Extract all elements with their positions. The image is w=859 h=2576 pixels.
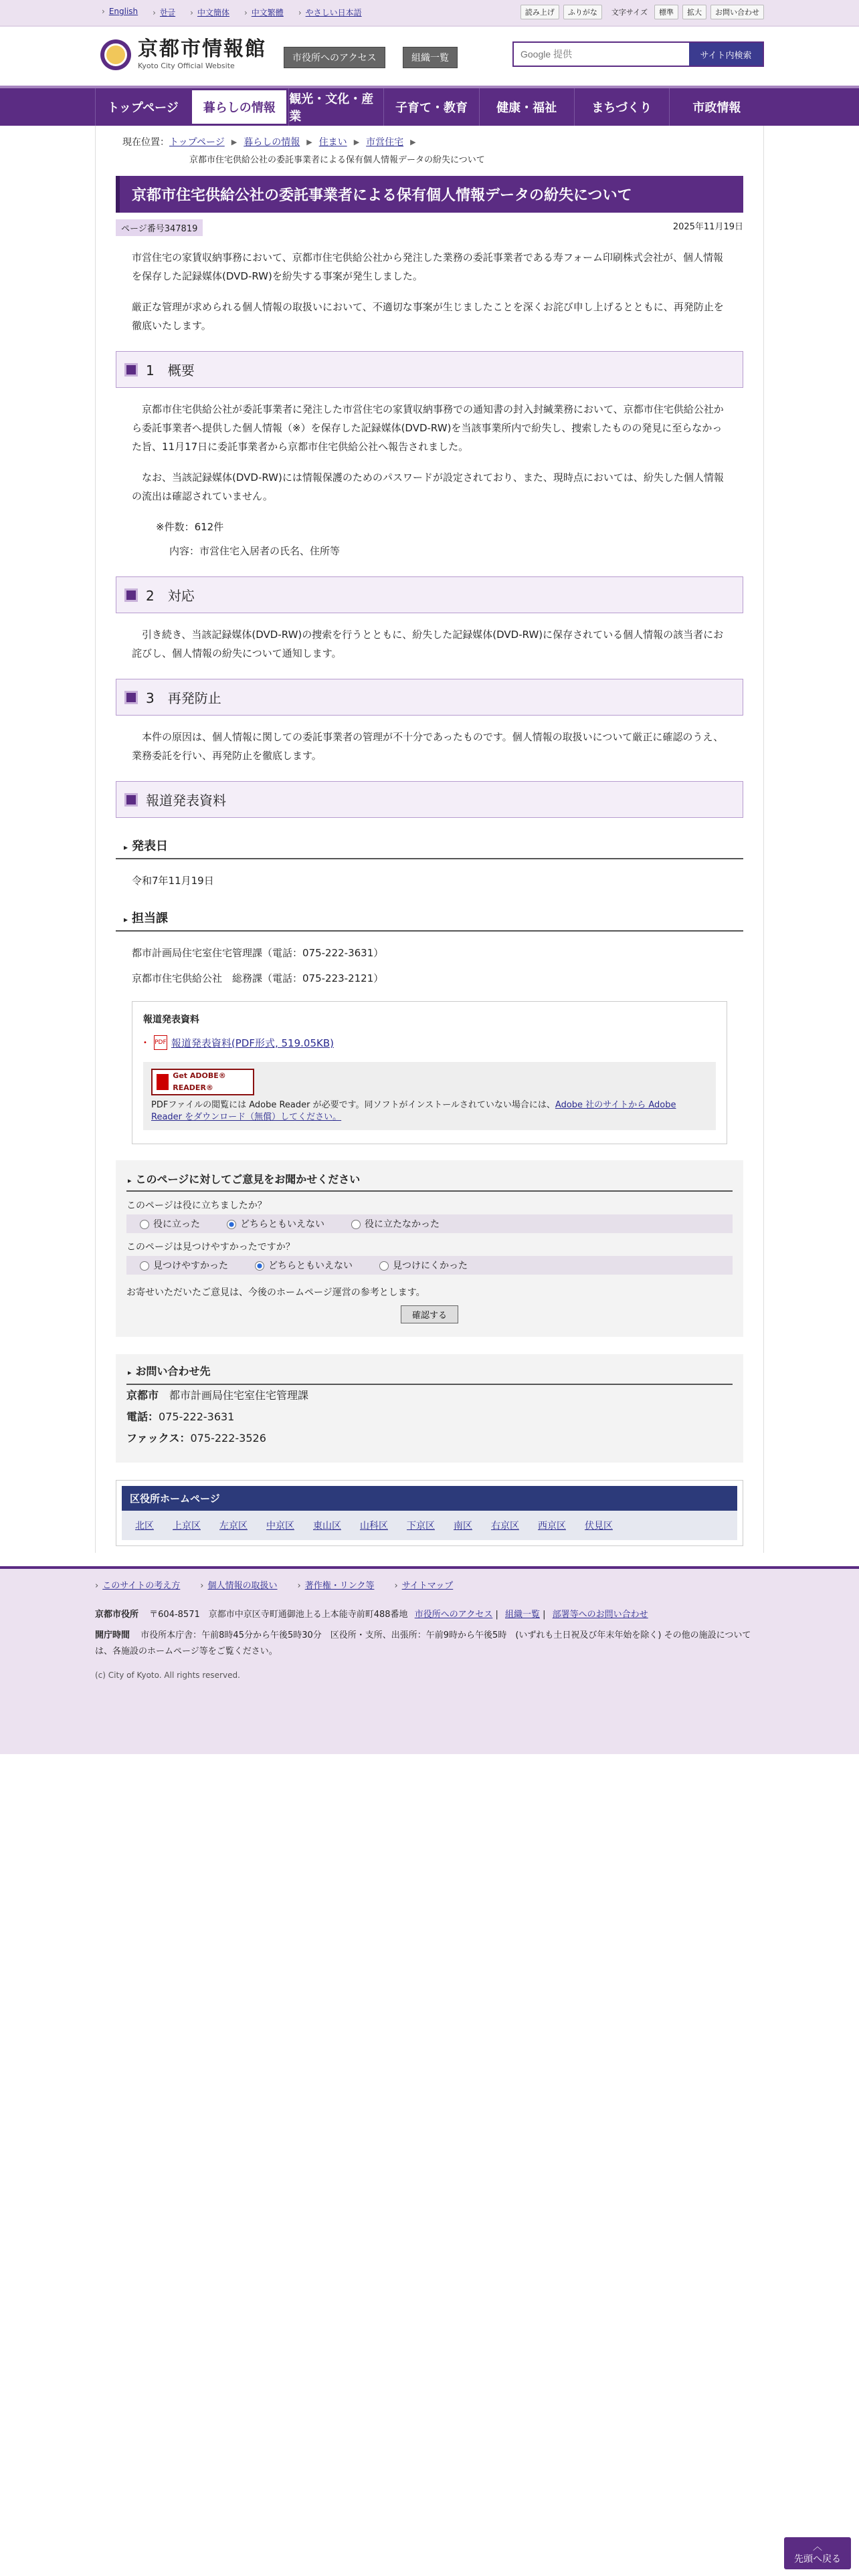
- feedback-title: ▸ このページに対してご意見をお聞かせください: [126, 1167, 733, 1192]
- subheading-department: ▸ 担当課: [116, 905, 743, 932]
- attachment-title: 報道発表資料: [143, 1014, 199, 1025]
- ward-link-kita[interactable]: 北区: [135, 1521, 154, 1531]
- nav-childcare[interactable]: 子育て・教育: [383, 88, 478, 126]
- site-logo[interactable]: [100, 39, 266, 70]
- footer-access-link[interactable]: 市役所へのアクセス: [414, 1610, 493, 1620]
- breadcrumb-label: 現在位置：: [122, 137, 169, 148]
- contact-title: ▸ お問い合わせ先: [126, 1361, 733, 1385]
- ward-link-nakagyo[interactable]: 中京区: [266, 1521, 294, 1531]
- footer-hours-label: 開庁時間: [95, 1630, 130, 1640]
- language-links: [102, 7, 362, 18]
- site-subtitle: Kyoto City Official Website: [138, 62, 235, 70]
- font-large-button[interactable]: 拡大: [682, 5, 706, 19]
- chevron-up-icon: ︿: [813, 2542, 822, 2553]
- footer-address: 〒604-8571 京都市中京区寺町通御池上る上本能寺前町488番地: [149, 1610, 408, 1620]
- ward-link-shimogyo[interactable]: 下京区: [407, 1521, 435, 1531]
- contact-box: [116, 1354, 743, 1463]
- section-heading-response: 2 対応: [116, 576, 743, 613]
- utility-bar: [0, 0, 859, 27]
- contact-fax-label: ファックス：: [126, 1432, 191, 1444]
- read-aloud-button[interactable]: 読み上げ: [520, 5, 559, 19]
- breadcrumb-housing[interactable]: 住まい: [318, 137, 347, 148]
- ward-link-fushimi[interactable]: 伏見区: [585, 1521, 613, 1531]
- q2-option-hard[interactable]: 見つけにくかった: [379, 1259, 468, 1272]
- feedback-options-1: [126, 1214, 733, 1233]
- adobe-reader-logo[interactable]: Get ADOBE® READER®: [151, 1069, 254, 1095]
- adobe-reader-notice: [143, 1062, 716, 1130]
- nav-tourism[interactable]: 観光・文化・産業: [288, 88, 383, 126]
- lang-link-chinese-simplified[interactable]: › 中文簡体: [190, 7, 229, 18]
- response-paragraph: 引き続き、当該記録媒体(DVD-RW)の捜索を行うとともに、紛失した記録媒体(DVD-RW)に保存されている個人情報の該当者にお詫びし、個人情報の紛失について通知します。: [132, 629, 724, 659]
- feedback-submit-button[interactable]: 確認する: [401, 1305, 458, 1323]
- subheading-release-date: ▸ 発表日: [116, 833, 743, 859]
- intro-paragraph-2: 厳正な管理が求められる個人情報の取扱いにおいて、不適切な事案が生じましたことを深くお詫び申し上げるとともに、再発防止を徹底いたします。: [132, 301, 724, 332]
- footer-org-list-link[interactable]: 組織一覧: [504, 1610, 540, 1620]
- breadcrumb-city-housing[interactable]: 市営住宅: [366, 137, 404, 148]
- breadcrumb: 現在位置： トップページ ▶ 暮らしの情報 ▶ 住まい ▶ 市営住宅 ▶ 京都市住宅供給公社の委託事業者による保有個人情報データの紛失について: [96, 126, 763, 165]
- footer-link-sitemap[interactable]: › サイトマップ: [394, 1578, 453, 1591]
- footer-inquiry-link[interactable]: 部署等へのお問い合わせ: [552, 1610, 648, 1620]
- adobe-icon: [157, 1074, 169, 1090]
- heading-square-icon: [124, 793, 138, 807]
- main-content: [95, 126, 764, 1553]
- site-title: 京都市情報館: [138, 37, 266, 61]
- breadcrumb-top[interactable]: トップページ: [169, 137, 225, 148]
- nav-top[interactable]: トップページ: [95, 88, 190, 126]
- page-id: ページ番号347819: [116, 219, 203, 236]
- overview-paragraph-1: 京都市住宅供給公社が委託事業者に発注した市営住宅の家賃収納事務での通知書の封入封緘業務において、京都市住宅供給公社から委託事業者へ提供した個人情報（※）を保存した記録媒体(DVD-RW)を当該事業所内で紛失し、捜索したものの発見に至らなかった旨、11月17日に委託事業者から京都市住宅供給公社へ報告されました。: [132, 403, 724, 453]
- section-heading-overview: 1 概要: [116, 351, 743, 388]
- site-header: [0, 27, 859, 86]
- overview-paragraph-2: なお、当該記録媒体(DVD-RW)には情報保護のためのパスワードが設定されており、また、現時点においては、紛失した個人情報の流出は確認されていません。: [132, 471, 724, 502]
- global-nav: [0, 86, 859, 126]
- ward-link-yamashina[interactable]: 山科区: [360, 1521, 388, 1531]
- contact-org-label: 京都市: [126, 1389, 159, 1402]
- heading-square-icon: [124, 363, 138, 377]
- heading-square-icon: [124, 588, 138, 602]
- intro-paragraph-1: 市営住宅の家賃収納事務において、京都市住宅供給公社から発注した業務の委託事業者である寿フォーム印刷株式会社が、個人情報を保存した記録媒体(DVD-RW)を紛失する事案が発生しました。: [132, 251, 723, 282]
- section-heading-prevention: 3 再発防止: [116, 679, 743, 716]
- breadcrumb-living[interactable]: 暮らしの情報: [244, 137, 300, 148]
- heading-square-icon: [124, 691, 138, 704]
- breadcrumb-current: 京都市住宅供給公社の委託事業者による保有個人情報データの紛失について: [189, 155, 485, 165]
- section-heading-press-release: 報道発表資料: [116, 781, 743, 818]
- adobe-reader-link[interactable]: Adobe 社のサイトから Adobe Reader をダウンロード（無償）してください。: [151, 1100, 676, 1122]
- lang-link-easy-japanese[interactable]: › やさしい日本語: [298, 7, 362, 18]
- prevention-paragraph: 本件の原因は、個人情報に関しての委託事業者の管理が不十分であったものです。個人情報の取扱いについて厳正に確認のうえ、業務委託を行い、再発防止を徹底します。: [132, 731, 724, 762]
- overview-note-count: ※件数：612件: [156, 521, 224, 533]
- search-input[interactable]: [514, 43, 689, 66]
- feedback-form: [116, 1160, 743, 1337]
- attachment-pdf-link[interactable]: 報道発表資料(PDF形式, 519.05KB): [171, 1037, 334, 1049]
- footer-link-copyright[interactable]: › 著作権・リンク等: [298, 1578, 375, 1591]
- ward-link-nishikyo[interactable]: 西京区: [538, 1521, 566, 1531]
- footer-copyright: (c) City of Kyoto. All rights reserved.: [95, 1671, 240, 1680]
- lang-link-korean[interactable]: › 한글: [153, 7, 175, 18]
- attachment-box: 報道発表資料 • PDF 報道発表資料(PDF形式, 519.05KB) Get ADOBE® READER® PDFファイルの閲覧には Adobe Reader が必要です。同ソフトがインストールされていない場合には、Adobe 社のサイトから Adobe Reader をダウンロード（無償）してください。: [132, 1001, 727, 1144]
- access-button[interactable]: 市役所へのアクセス: [284, 47, 385, 68]
- publish-date: 2025年11月19日: [672, 222, 743, 232]
- page-title: 京都市住宅供給公社の委託事業者による保有個人情報データの紛失について: [116, 176, 743, 213]
- q1-option-neutral[interactable]: どちらともいえない: [227, 1217, 324, 1230]
- q1-option-not-useful[interactable]: 役に立たなかった: [351, 1217, 440, 1230]
- site-search: [512, 41, 764, 67]
- contact-fax: 075-222-3526: [190, 1432, 266, 1444]
- q2-option-easy[interactable]: 見つけやすかった: [140, 1259, 228, 1272]
- ward-links-title: 区役所ホームページ: [122, 1486, 737, 1511]
- contact-button[interactable]: お問い合わせ: [710, 5, 764, 19]
- ward-link-minami[interactable]: 南区: [454, 1521, 472, 1531]
- font-size-label: 文字サイズ: [611, 8, 648, 17]
- footer-link-policy[interactable]: › このサイトの考え方: [95, 1578, 180, 1591]
- back-to-top-button[interactable]: ︿ 先頭へ戻る: [784, 2537, 851, 2569]
- ward-office-links: [116, 1480, 743, 1546]
- city-emblem-icon: [100, 39, 131, 70]
- font-normal-button[interactable]: 標準: [654, 5, 678, 19]
- q1-option-useful[interactable]: 役に立った: [140, 1217, 200, 1230]
- contact-org: 都市計画局住宅室住宅管理課: [169, 1389, 309, 1402]
- feedback-question-1: このページは役に立ちましたか？: [126, 1200, 267, 1211]
- site-footer: › このサイトの考え方 › 個人情報の取扱い › 著作権・リンク等 › サイトマップ 京都市役所 〒604-8571 京都市中京区寺町通御池上る上本能寺前町488番地 市役所へのアクセス | 組織一覧 | 部署等へのお問い合わせ 開庁時間 市役所本庁舎：午前8時45分から午後5時30分 区役所・支所、出張所：午前9時から午後5時 (いずれも土日祝及び年末年始を除く) その他の施設については、各施設のホームページ等をご覧ください。 (c) City of Kyoto. All rights reserved.: [0, 1566, 859, 1754]
- lang-link-english[interactable]: › English: [102, 7, 138, 18]
- release-date-value: 令和7年11月19日: [132, 875, 214, 887]
- footer-org: 京都市役所: [95, 1610, 139, 1620]
- nav-living[interactable]: 暮らしの情報: [190, 88, 288, 126]
- nav-city-admin[interactable]: 市政情報: [669, 88, 764, 126]
- ward-link-ukyo[interactable]: 右京区: [491, 1521, 519, 1531]
- contact-tel-label: 電話：: [126, 1410, 159, 1423]
- lang-link-chinese-traditional[interactable]: › 中文繁體: [244, 7, 284, 18]
- department-contact-1: 都市計画局住宅室住宅管理課（電話：075-222-3631）: [132, 947, 384, 959]
- nav-city-planning[interactable]: まちづくり: [574, 88, 669, 126]
- furigana-button[interactable]: ふりがな: [563, 5, 602, 19]
- feedback-question-2: このページは見つけやすかったですか？: [126, 1242, 295, 1253]
- search-button[interactable]: サイト内検索: [689, 43, 763, 66]
- footer-link-privacy[interactable]: › 個人情報の取扱い: [200, 1578, 277, 1591]
- ward-link-kamigyo[interactable]: 上京区: [173, 1521, 201, 1531]
- feedback-options-2: [126, 1256, 733, 1275]
- footer-hours: 市役所本庁舎：午前8時45分から午後5時30分 区役所・支所、出張所：午前9時から午後5時 (いずれも土日祝及び年末年始を除く) その他の施設については、各施設のホームページ等をご覧ください。: [95, 1630, 751, 1656]
- department-contact-2: 京都市住宅供給公社 総務課（電話：075-223-2121）: [132, 972, 384, 984]
- q2-option-neutral[interactable]: どちらともいえない: [255, 1259, 353, 1272]
- feedback-note: お寄せいただいたご意見は、今後のホームページ運営の参考とします。: [126, 1287, 425, 1298]
- adobe-reader-text: PDFファイルの閲覧には Adobe Reader が必要です。同ソフトがインストールされていない場合には、: [151, 1100, 555, 1110]
- ward-link-higashiyama[interactable]: 東山区: [313, 1521, 341, 1531]
- pdf-icon: PDF: [154, 1035, 167, 1050]
- org-list-button[interactable]: 組織一覧: [403, 47, 458, 68]
- contact-tel: 075-222-3631: [159, 1410, 235, 1423]
- ward-link-sakyo[interactable]: 左京区: [219, 1521, 248, 1531]
- overview-note-content: 内容：市営住宅入居者の氏名、住所等: [169, 545, 341, 557]
- nav-health[interactable]: 健康・福祉: [479, 88, 574, 126]
